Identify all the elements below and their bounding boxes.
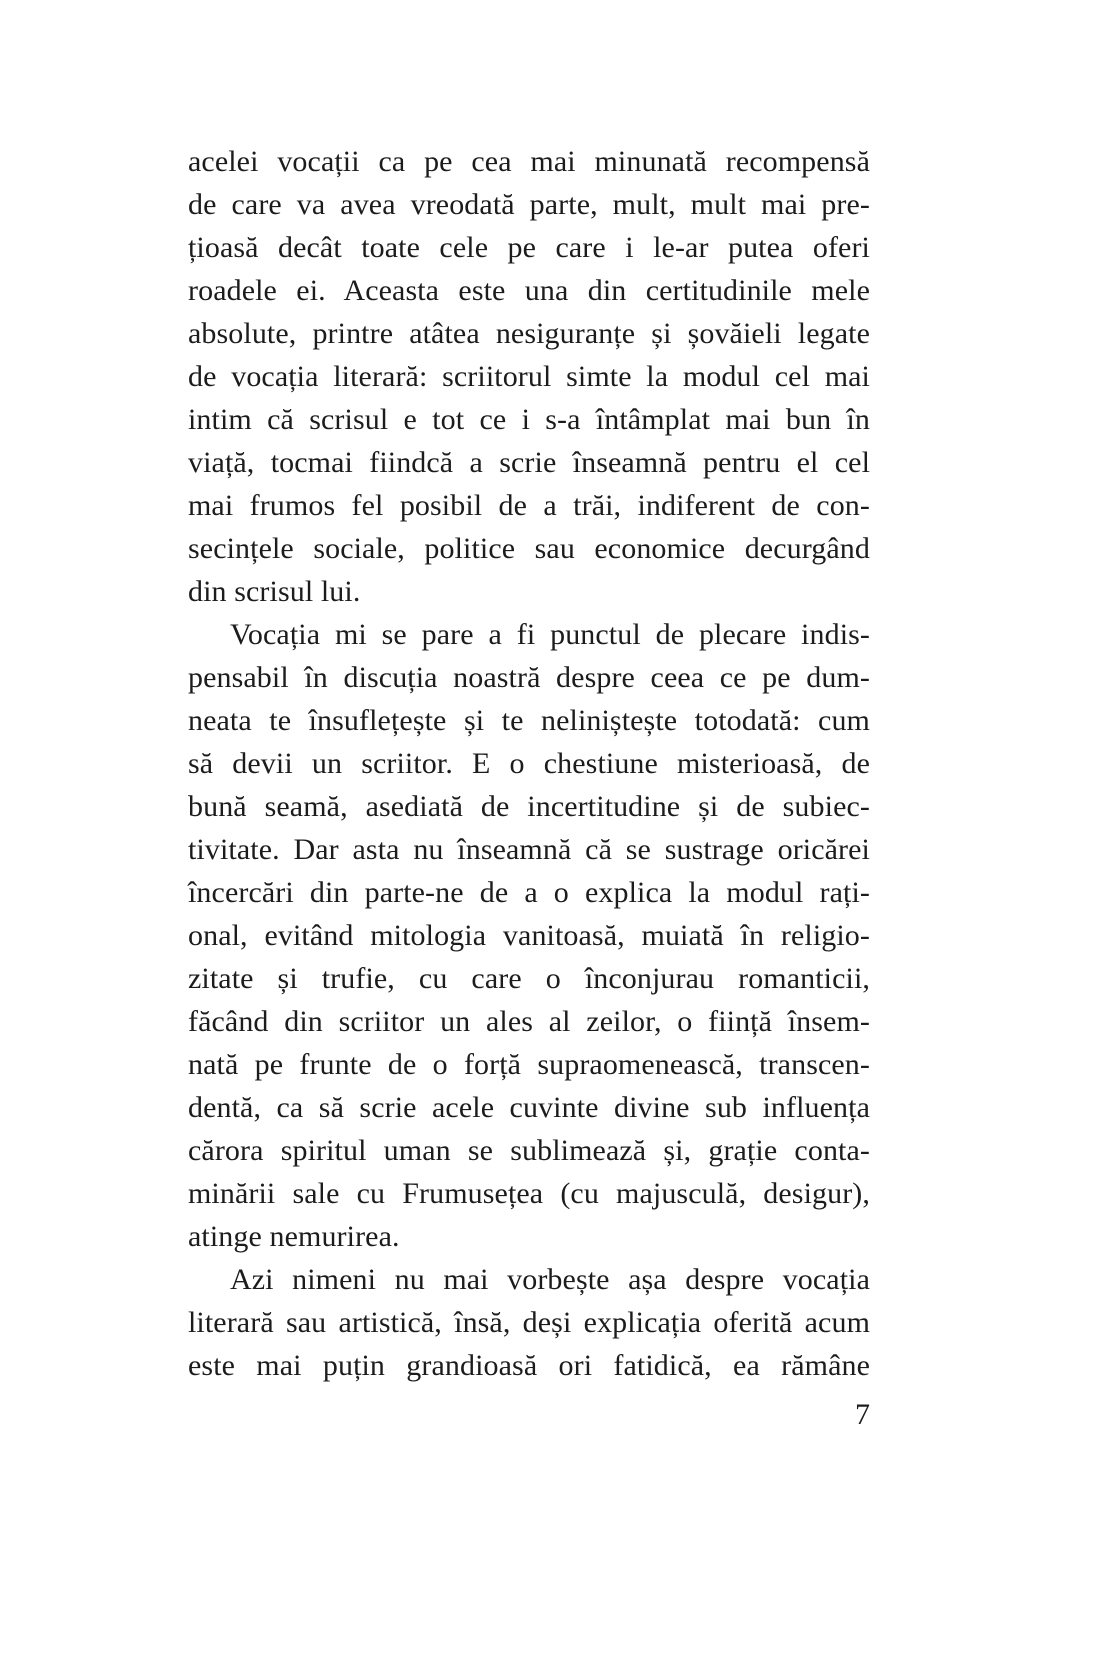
- text-line: bună seamă, asediată de incertitudine și de subiec-: [188, 790, 870, 823]
- text-line: țioasă decât toate cele pe care i le-ar putea oferi: [188, 231, 870, 264]
- text-line: de care va avea vreodată parte, mult, mult mai pre-: [188, 188, 870, 221]
- text-line: roadele ei. Aceasta este una din certitudinile mele: [188, 274, 870, 307]
- text-line: atinge nemurirea.: [188, 1220, 400, 1253]
- text-line: pensabil în discuția noastră despre ceea ce pe dum-: [188, 661, 870, 694]
- text-line: nată pe frunte de o forță supraomenească, transcen-: [188, 1048, 870, 1081]
- text-line: intim că scrisul e tot ce i s-a întâmplat mai bun în: [188, 403, 870, 436]
- text-line: din scrisul lui.: [188, 575, 361, 608]
- text-line: încercări din parte-ne de a o explica la modul rați-: [188, 876, 870, 909]
- paragraph: [188, 613, 870, 1258]
- text-line: minării sale cu Frumusețea (cu majusculă, desigur),: [188, 1177, 870, 1210]
- page-number: 7: [855, 1398, 870, 1431]
- text-line: zitate și trufie, cu care o înconjurau romanticii,: [188, 962, 870, 995]
- text-line: secințele sociale, politice sau economice decurgând: [188, 532, 870, 565]
- text-line: mai frumos fel posibil de a trăi, indiferent de con-: [188, 489, 870, 522]
- text-line: literară sau artistică, însă, deși explicația oferită acum: [188, 1306, 870, 1339]
- text-line: să devii un scriitor. E o chestiune misterioasă, de: [188, 747, 870, 780]
- text-line: viață, tocmai fiindcă a scrie înseamnă pentru el cel: [188, 446, 870, 479]
- text-line: este mai puțin grandioasă ori fatidică, ea rămâne: [188, 1349, 870, 1382]
- text-line: onal, evitând mitologia vanitoasă, muiată în religio-: [188, 919, 870, 952]
- text-line: Vocația mi se pare a fi punctul de plecare indis-: [230, 618, 870, 651]
- text-line: tivitate. Dar asta nu înseamnă că se sustrage oricărei: [188, 833, 870, 866]
- text-line: dentă, ca să scrie acele cuvinte divine sub influența: [188, 1091, 870, 1124]
- text-line: cărora spiritul uman se sublimează și, grație conta-: [188, 1134, 870, 1167]
- paragraph: [188, 140, 870, 613]
- paragraph: [188, 1258, 870, 1387]
- text-line: absolute, printre atâtea nesiguranțe și șovăieli legate: [188, 317, 870, 350]
- page-text-block: [188, 140, 870, 1387]
- text-line: acelei vocații ca pe cea mai minunată recompensă: [188, 145, 870, 178]
- text-line: Azi nimeni nu mai vorbește așa despre vocația: [230, 1263, 870, 1296]
- text-line: făcând din scriitor un ales al zeilor, o ființă însem-: [188, 1005, 870, 1038]
- text-line: de vocația literară: scriitorul simte la modul cel mai: [188, 360, 870, 393]
- text-line: neata te însuflețește și te neliniștește totodată: cum: [188, 704, 870, 737]
